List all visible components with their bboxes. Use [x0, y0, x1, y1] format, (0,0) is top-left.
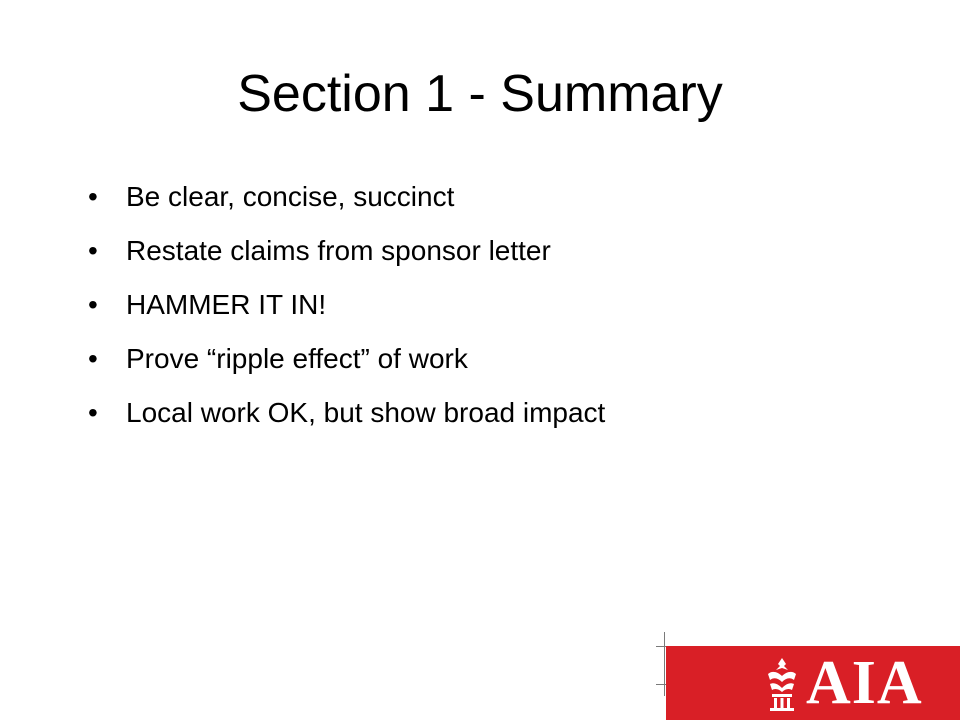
- bullet-icon: •: [88, 289, 98, 320]
- bullet-text: Restate claims from sponsor letter: [126, 235, 551, 266]
- list-item: [88, 332, 605, 386]
- bullet-text: HAMMER IT IN!: [126, 289, 327, 320]
- list-item: [88, 278, 605, 332]
- bullet-icon: •: [88, 343, 98, 374]
- bullet-text: Be clear, concise, succinct: [126, 181, 455, 212]
- list-item: [88, 224, 605, 278]
- slide-title: Section 1 - Summary: [237, 65, 723, 123]
- bullet-icon: •: [88, 235, 98, 266]
- list-item: [88, 170, 605, 224]
- bullet-text: Prove “ripple effect” of work: [126, 343, 468, 374]
- aia-logo-text: AIA: [806, 649, 923, 717]
- bullet-text: Local work OK, but show broad impact: [126, 397, 606, 428]
- aia-emblem-icon: [762, 654, 802, 712]
- bullet-icon: •: [88, 181, 98, 212]
- crop-mark-vertical: [664, 632, 665, 696]
- bullet-list: [88, 170, 605, 440]
- list-item: [88, 386, 605, 440]
- bullet-icon: •: [88, 397, 98, 428]
